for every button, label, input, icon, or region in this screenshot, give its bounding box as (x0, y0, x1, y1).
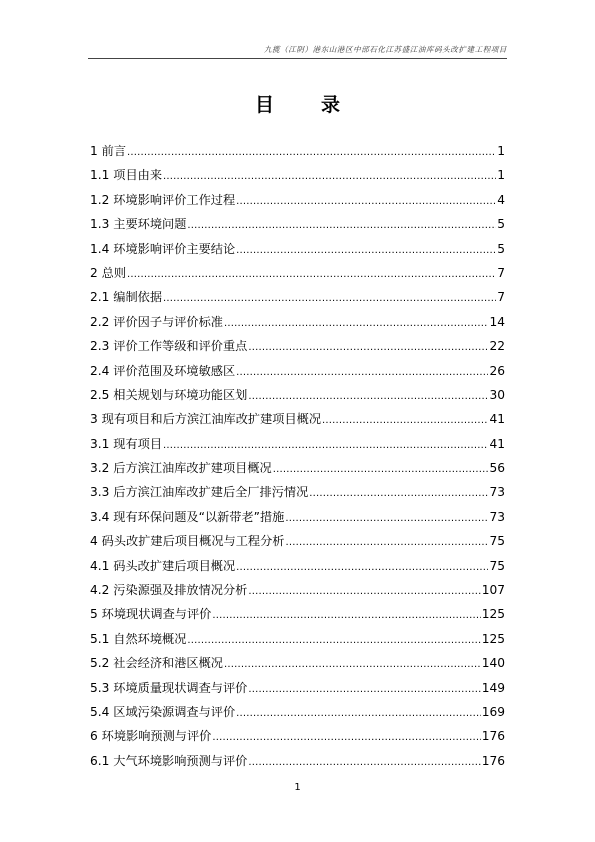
toc-entry[interactable] (90, 703, 505, 727)
toc-entry-page: 140 (481, 656, 505, 671)
table-of-contents (90, 142, 505, 776)
toc-entry[interactable] (90, 240, 505, 264)
toc-entry[interactable] (90, 337, 505, 361)
toc-entry[interactable] (90, 605, 505, 629)
page-number: 1 (294, 782, 301, 793)
toc-entry-label: 6.1 大气环境影响预测与评价 (90, 753, 248, 768)
toc-dot-leader (236, 196, 496, 207)
toc-entry-page: 41 (489, 412, 505, 427)
toc-entry[interactable] (90, 532, 505, 556)
toc-entry-label: 5 环境现状调查与评价 (90, 607, 212, 622)
toc-entry-page: 7 (497, 290, 505, 305)
toc-dot-leader (309, 488, 488, 499)
toc-dot-leader (273, 464, 489, 475)
toc-entry-page: 4 (497, 192, 505, 207)
toc-entry-page: 75 (489, 534, 505, 549)
toc-entry-page: 5 (497, 217, 505, 232)
toc-entry[interactable] (90, 557, 505, 581)
toc-entry-label: 4.2 污染源强及排放情况分析 (90, 583, 248, 598)
toc-entry-label: 5.2 社会经济和港区概况 (90, 656, 223, 671)
toc-entry-page: 30 (489, 387, 505, 402)
toc-dot-leader (248, 757, 480, 768)
toc-entry-label: 4 码头改扩建后项目概况与工程分析 (90, 534, 285, 549)
toc-entry-label: 2.2 评价因子与评价标准 (90, 314, 223, 329)
toc-entry-page: 125 (481, 607, 505, 622)
toc-entry[interactable] (90, 435, 505, 459)
toc-entry-label: 3.1 现有项目 (90, 436, 163, 451)
toc-entry-label: 3.4 现有环保问题及“以新带老”措施 (90, 509, 285, 524)
toc-entry-page: 56 (489, 461, 505, 476)
toc-dot-leader (236, 367, 488, 378)
toc-entry[interactable] (90, 142, 505, 166)
toc-dot-leader (187, 635, 480, 646)
toc-entry-page: 125 (481, 631, 505, 646)
toc-entry-label: 1 前言 (90, 144, 127, 158)
toc-entry[interactable] (90, 215, 505, 239)
toc-entry-label: 6 环境影响预测与评价 (90, 729, 212, 744)
toc-entry-page: 22 (489, 339, 505, 354)
toc-dot-leader (248, 391, 488, 402)
toc-entry[interactable] (90, 679, 505, 703)
toc-entry[interactable] (90, 459, 505, 483)
toc-entry-page: 5 (497, 241, 505, 256)
toc-dot-leader (127, 147, 496, 158)
toc-dot-leader (224, 659, 481, 670)
toc-dot-leader (163, 171, 496, 182)
toc-dot-leader (163, 293, 496, 304)
toc-entry-label: 2.1 编制依据 (90, 290, 163, 305)
toc-entry-page: 73 (489, 509, 505, 524)
toc-entry[interactable] (90, 386, 505, 410)
toc-entry-page: 14 (489, 314, 505, 329)
toc-entry-label: 3.2 后方滨江油库改扩建项目概况 (90, 461, 272, 476)
toc-entry-page: 107 (481, 583, 505, 598)
toc-entry[interactable] (90, 630, 505, 654)
toc-entry[interactable] (90, 362, 505, 386)
toc-entry[interactable] (90, 581, 505, 605)
toc-entry-page: 1 (497, 168, 505, 183)
toc-entry[interactable] (90, 654, 505, 678)
toc-dot-leader (127, 269, 496, 280)
toc-entry[interactable] (90, 313, 505, 337)
toc-entry-page: 169 (481, 704, 505, 719)
toc-dot-leader (187, 220, 496, 231)
toc-dot-leader (248, 586, 480, 597)
toc-dot-leader (224, 318, 489, 329)
toc-entry[interactable] (90, 508, 505, 532)
toc-entry-label: 5.3 环境质量现状调查与评价 (90, 680, 248, 695)
toc-dot-leader (248, 342, 488, 353)
toc-entry[interactable] (90, 727, 505, 751)
toc-entry-label: 2 总则 (90, 265, 127, 280)
page-title: 目 录 (254, 94, 354, 116)
toc-dot-leader (285, 513, 488, 524)
toc-entry-page: 75 (489, 558, 505, 573)
toc-entry-label: 5.1 自然环境概况 (90, 631, 187, 646)
toc-entry-label: 3 现有项目和后方滨江油库改扩建项目概况 (90, 412, 322, 427)
toc-entry-label: 1.1 项目由来 (90, 168, 163, 183)
toc-entry-label: 1.3 主要环境问题 (90, 217, 187, 232)
toc-entry-label: 1.2 环境影响评价工作过程 (90, 192, 236, 207)
toc-dot-leader (236, 562, 488, 573)
toc-entry-label: 3.3 后方滨江油库改扩建后全厂排污情况 (90, 485, 309, 500)
toc-entry[interactable] (90, 166, 505, 190)
toc-dot-leader (163, 440, 488, 451)
toc-entry-label: 1.4 环境影响评价主要结论 (90, 241, 236, 256)
toc-entry-label: 2.4 评价范围及环境敏感区 (90, 363, 236, 378)
toc-entry[interactable] (90, 264, 505, 288)
toc-entry[interactable] (90, 191, 505, 215)
toc-dot-leader (248, 684, 480, 695)
toc-entry-page: 41 (489, 436, 505, 451)
toc-dot-leader (236, 708, 481, 719)
toc-dot-leader (285, 537, 488, 548)
toc-entry-label: 5.4 区域污染源调查与评价 (90, 704, 236, 719)
toc-dot-leader (212, 732, 480, 743)
toc-entry-page: 176 (481, 729, 505, 744)
toc-entry-label: 4.1 码头改扩建后项目概况 (90, 558, 236, 573)
toc-entry-label: 2.5 相关规划与环境功能区划 (90, 387, 248, 402)
toc-dot-leader (212, 610, 480, 621)
page-header: 九揽（江阴）港东山港区中部石化江苏盛江油库码头改扩建工程项目 (264, 45, 507, 54)
toc-entry-page: 149 (481, 680, 505, 695)
toc-entry-page: 7 (497, 265, 505, 280)
toc-entry-page: 1 (497, 144, 505, 158)
toc-entry-label: 2.3 评价工作等级和评价重点 (90, 339, 248, 354)
toc-entry[interactable] (90, 288, 505, 312)
toc-entry-page: 176 (481, 753, 505, 768)
toc-entry[interactable] (90, 483, 505, 507)
toc-entry-page: 73 (489, 485, 505, 500)
toc-dot-leader (236, 245, 496, 256)
toc-entry-page: 26 (489, 363, 505, 378)
toc-entry[interactable] (90, 752, 505, 776)
header-rule (88, 58, 507, 59)
toc-entry[interactable] (90, 410, 505, 434)
toc-dot-leader (322, 415, 488, 426)
